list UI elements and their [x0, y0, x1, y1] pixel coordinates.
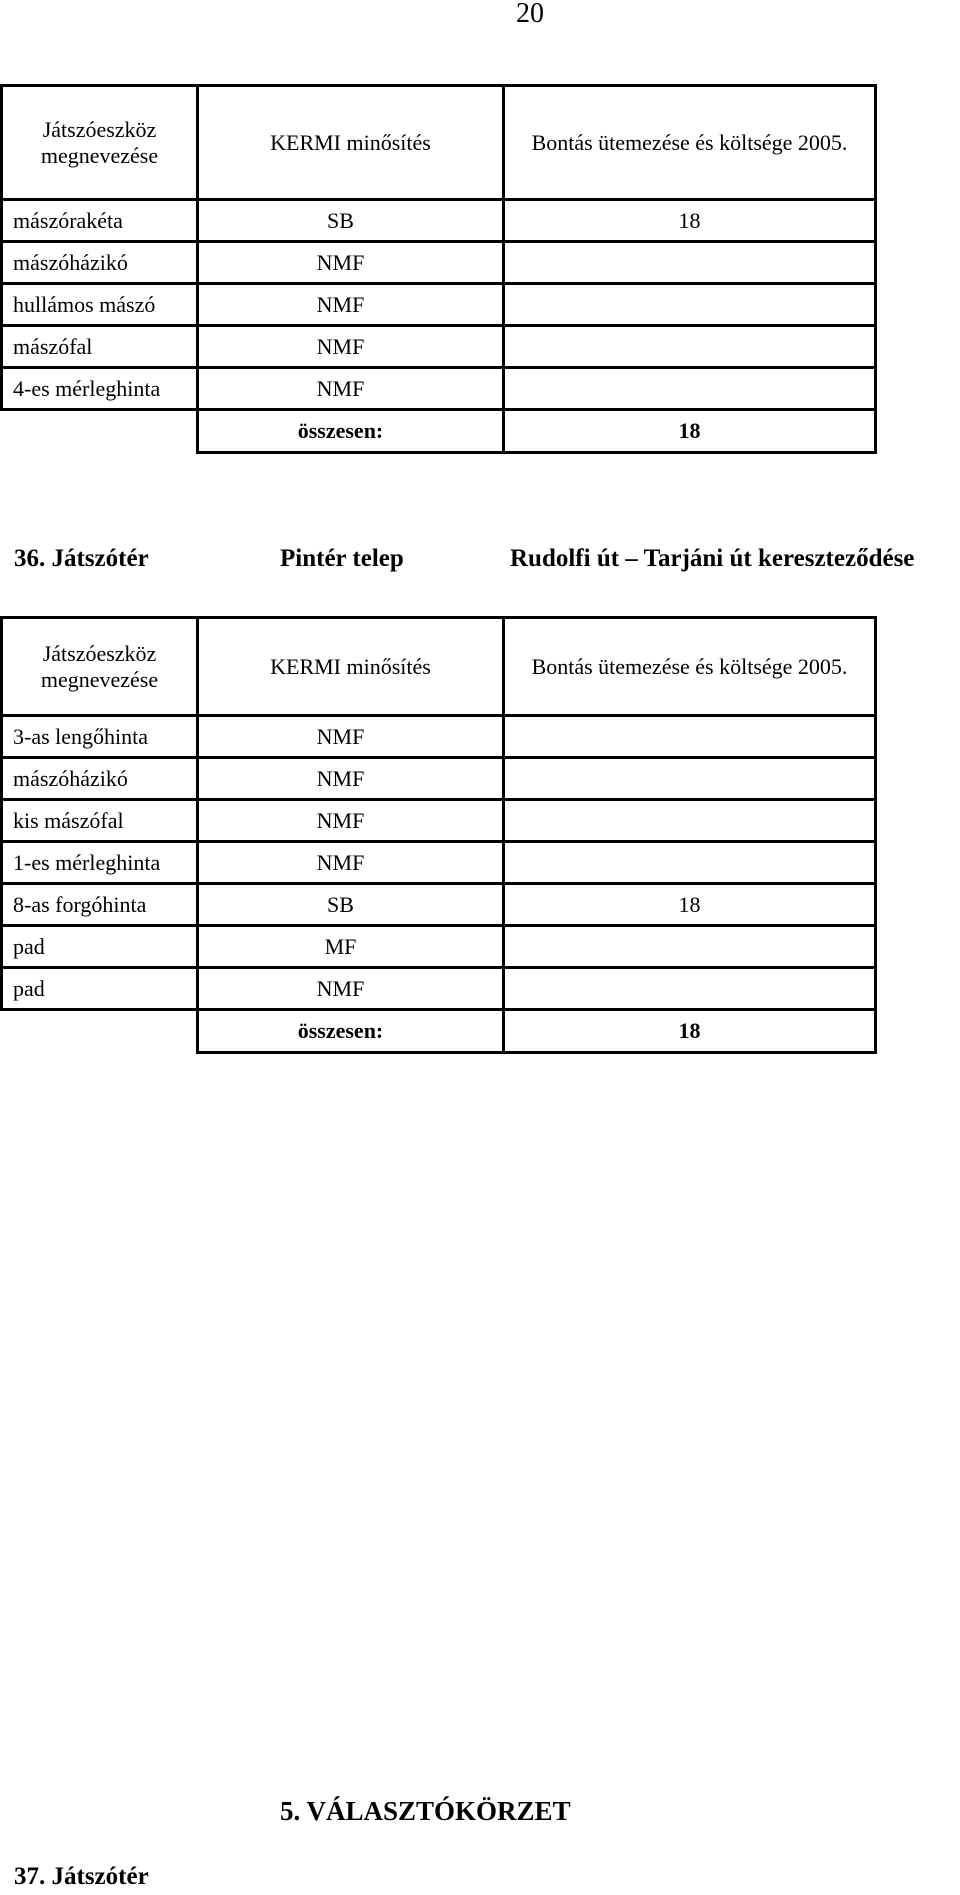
removal-cost: [504, 326, 876, 368]
equipment-name: 3-as lengőhinta: [2, 716, 198, 758]
removal-cost: [504, 758, 876, 800]
equipment-name: mászóházikó: [2, 242, 198, 284]
equipment-name: mászófal: [2, 326, 198, 368]
removal-cost: [504, 284, 876, 326]
equipment-name: 1-es mérleghinta: [2, 842, 198, 884]
kermi-rating: NMF: [198, 716, 504, 758]
header-removal-cost: Bontás ütemezése és költsége 2005.: [504, 618, 876, 716]
table-row: [2, 326, 876, 368]
site-address: Rudolfi út – Tarjáni út kereszteződése: [510, 545, 915, 572]
site-number: 36. Játszótér: [14, 545, 149, 572]
kermi-rating: NMF: [198, 842, 504, 884]
table-row: [2, 284, 876, 326]
header-equipment-name: Játszóeszköz megnevezése: [2, 86, 198, 200]
total-value: 18: [504, 410, 876, 453]
header-kermi-rating: KERMI minősítés: [198, 86, 504, 200]
kermi-rating: NMF: [198, 968, 504, 1010]
table-header-row: [2, 86, 876, 200]
header-removal-cost: Bontás ütemezése és költsége 2005.: [504, 86, 876, 200]
equipment-table-2: [0, 616, 877, 1054]
header-equipment-name: Játszóeszköz megnevezése: [2, 618, 198, 716]
equipment-name: hullámos mászó: [2, 284, 198, 326]
total-value: 18: [504, 1010, 876, 1053]
kermi-rating: NMF: [198, 368, 504, 410]
removal-cost: 18: [504, 200, 876, 242]
table-row: [2, 200, 876, 242]
equipment-table-1: [0, 84, 877, 454]
site-name: Pintér telep: [280, 545, 404, 572]
removal-cost: [504, 968, 876, 1010]
removal-cost: [504, 800, 876, 842]
total-row: [2, 1010, 876, 1053]
removal-cost: [504, 716, 876, 758]
kermi-rating: NMF: [198, 326, 504, 368]
table-row: [2, 968, 876, 1010]
table-row: [2, 716, 876, 758]
kermi-rating: NMF: [198, 242, 504, 284]
table-row: [2, 368, 876, 410]
equipment-name: pad: [2, 926, 198, 968]
table-row: [2, 242, 876, 284]
equipment-name: pad: [2, 968, 198, 1010]
page-number: 20: [516, 0, 544, 29]
total-row: [2, 410, 876, 453]
total-label: összesen:: [198, 410, 504, 453]
table-header-row: [2, 618, 876, 716]
equipment-name: 4-es mérleghinta: [2, 368, 198, 410]
table-row: [2, 800, 876, 842]
equipment-name: 8-as forgóhinta: [2, 884, 198, 926]
equipment-name: mászóházikó: [2, 758, 198, 800]
table-row: [2, 842, 876, 884]
removal-cost: [504, 926, 876, 968]
kermi-rating: SB: [198, 200, 504, 242]
kermi-rating: NMF: [198, 758, 504, 800]
kermi-rating: SB: [198, 884, 504, 926]
equipment-name: mászórakéta: [2, 200, 198, 242]
removal-cost: [504, 842, 876, 884]
kermi-rating: NMF: [198, 800, 504, 842]
removal-cost: [504, 242, 876, 284]
header-kermi-rating: KERMI minősítés: [198, 618, 504, 716]
district-heading: 5. VÁLASZTÓKÖRZET: [280, 1796, 571, 1826]
removal-cost: 18: [504, 884, 876, 926]
table-row: [2, 758, 876, 800]
kermi-rating: MF: [198, 926, 504, 968]
removal-cost: [504, 368, 876, 410]
table-row: [2, 926, 876, 968]
table-row: [2, 884, 876, 926]
next-site-heading: 37. Játszótér: [14, 1863, 149, 1890]
kermi-rating: NMF: [198, 284, 504, 326]
total-label: összesen:: [198, 1010, 504, 1053]
equipment-name: kis mászófal: [2, 800, 198, 842]
